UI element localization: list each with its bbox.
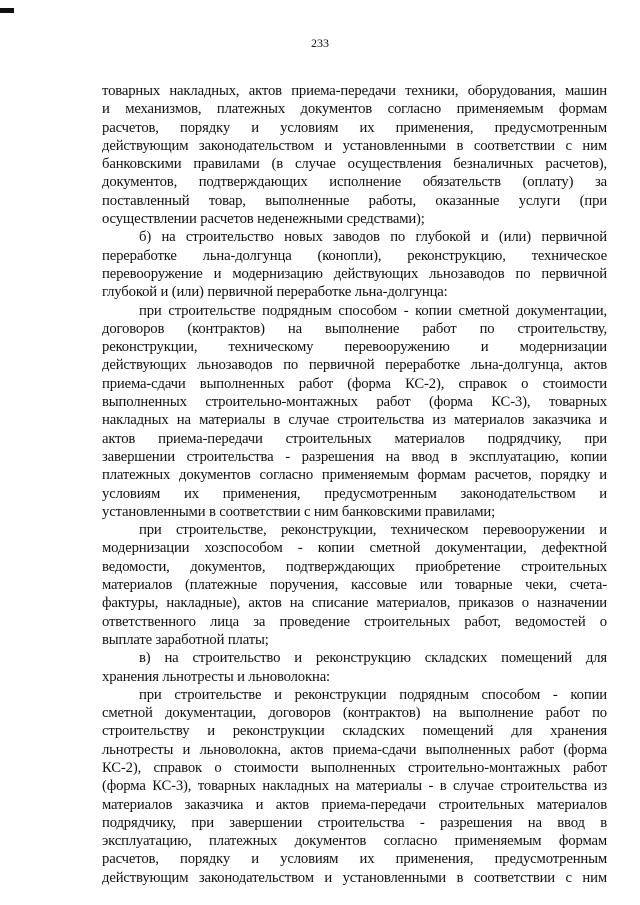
page-number: 233 — [311, 36, 329, 50]
text-line: выплате заработной платы; — [102, 631, 269, 648]
text-line: банковскими правилами (в случае осуществления безналичных расчетов), — [102, 156, 607, 173]
text-line: при строительстве и реконструкции подрядным способом - копии — [139, 686, 607, 703]
text-line: товарных накладных, актов приема-передачи техники, оборудования, машин — [102, 83, 607, 99]
scan-edge-mark — [0, 8, 14, 13]
text-line: фактуры, накладные), актов на списание материалов, приказов о назначении — [102, 595, 607, 612]
text-line: б) на строительство новых заводов по глубокой и (или) первичной — [139, 229, 607, 246]
text-line: поставленный товар, выполненные работы, оказанные услуги (при — [102, 192, 607, 209]
text-line: приема-сдачи выполненных работ (форма КС-2), справок о стоимости — [102, 375, 607, 392]
text-line: материалов (платежные поручения, кассовые или товарные чеки, счета- — [102, 577, 607, 594]
text-line: документов, подтверждающих исполнение обязательств (оплату) за — [102, 174, 607, 191]
text-line: реконструкции, техническому перевооружению и модернизации — [102, 339, 607, 356]
text-line: и механизмов, платежных документов согласно применяемым формам — [102, 101, 607, 118]
text-line: (форма КС-3), товарных накладных на материалы - в случае строительства из — [102, 778, 607, 795]
text-line: модернизации хозспособом - копии сметной документации, дефектной — [102, 540, 607, 557]
text-line: эксплуатацию, платежных документов согласно применяемым формам — [102, 833, 607, 850]
text-line: переработке льна-долгунца (конопли), реконструкцию, техническое — [102, 247, 607, 264]
text-line: при строительстве подрядным способом - копии сметной документации, — [139, 302, 607, 319]
text-line: накладных на материалы в случае строительства из материалов заказчика и — [102, 412, 607, 429]
text-line: подрядчику, при завершении строительства - разрешения на ввод в — [102, 814, 607, 831]
document-body-text — [102, 82, 607, 887]
text-line: при строительстве, реконструкции, техническом перевооружении и — [139, 522, 607, 539]
text-line: строительству и реконструкции складских помещений для хранения — [102, 723, 607, 740]
text-line: осуществлении расчетов неденежными средствами); — [102, 211, 425, 228]
text-line: установленными в соответствии с ним банковскими правилами; — [102, 503, 496, 520]
text-line: ведомости, документов, подтверждающих приобретение строительных — [102, 558, 607, 575]
text-line: действующим законодательством и установленными в соответствии с ним — [102, 137, 607, 154]
text-line: хранения льнотресты и льноволокна: — [102, 668, 330, 685]
text-line: условиям их применения, предусмотренным законодательством и — [102, 485, 607, 502]
text-line: действующих льнозаводов по первичной переработке льна-долгунца, актов — [102, 357, 607, 374]
text-line: льнотресты и льноволокна, актов приема-сдачи выполненных работ (форма — [102, 741, 607, 758]
text-line: актов приема-передачи строительных материалов подрядчику, при — [102, 430, 607, 447]
text-line: перевооружение и модернизацию действующих льнозаводов по первичной — [102, 265, 607, 282]
text-line: завершении строительства - разрешения на ввод в эксплуатацию, копии — [102, 448, 607, 465]
text-line: КС-2), справок о стоимости выполненных строительно-монтажных работ — [102, 759, 607, 776]
text-line: действующим законодательством и установленными в соответствии с ним — [102, 869, 607, 886]
text-line: расчетов, порядку и условиям их применения, предусмотренным — [102, 851, 607, 868]
text-line: материалов заказчика и актов приема-передачи строительных материалов — [102, 796, 607, 813]
text-line: выполненных строительно-монтажных работ (форма КС-3), товарных — [102, 394, 607, 411]
text-line: платежных документов согласно применяемым формам расчетов, порядку и — [102, 467, 607, 484]
text-line: глубокой и (или) первичной переработке льна-долгунца: — [102, 284, 448, 301]
text-line: расчетов, порядку и условиям их применения, предусмотренным — [102, 119, 607, 136]
text-line: договоров (контрактов) на выполнение работ по строительству, — [102, 320, 607, 337]
text-line: в) на строительство и реконструкцию складских помещений для — [139, 650, 607, 667]
text-line: сметной документации, договоров (контрактов) на выполнение работ по — [102, 705, 607, 722]
text-line: ответственного лица за проведение строительных работ, ведомостей о — [102, 613, 607, 630]
